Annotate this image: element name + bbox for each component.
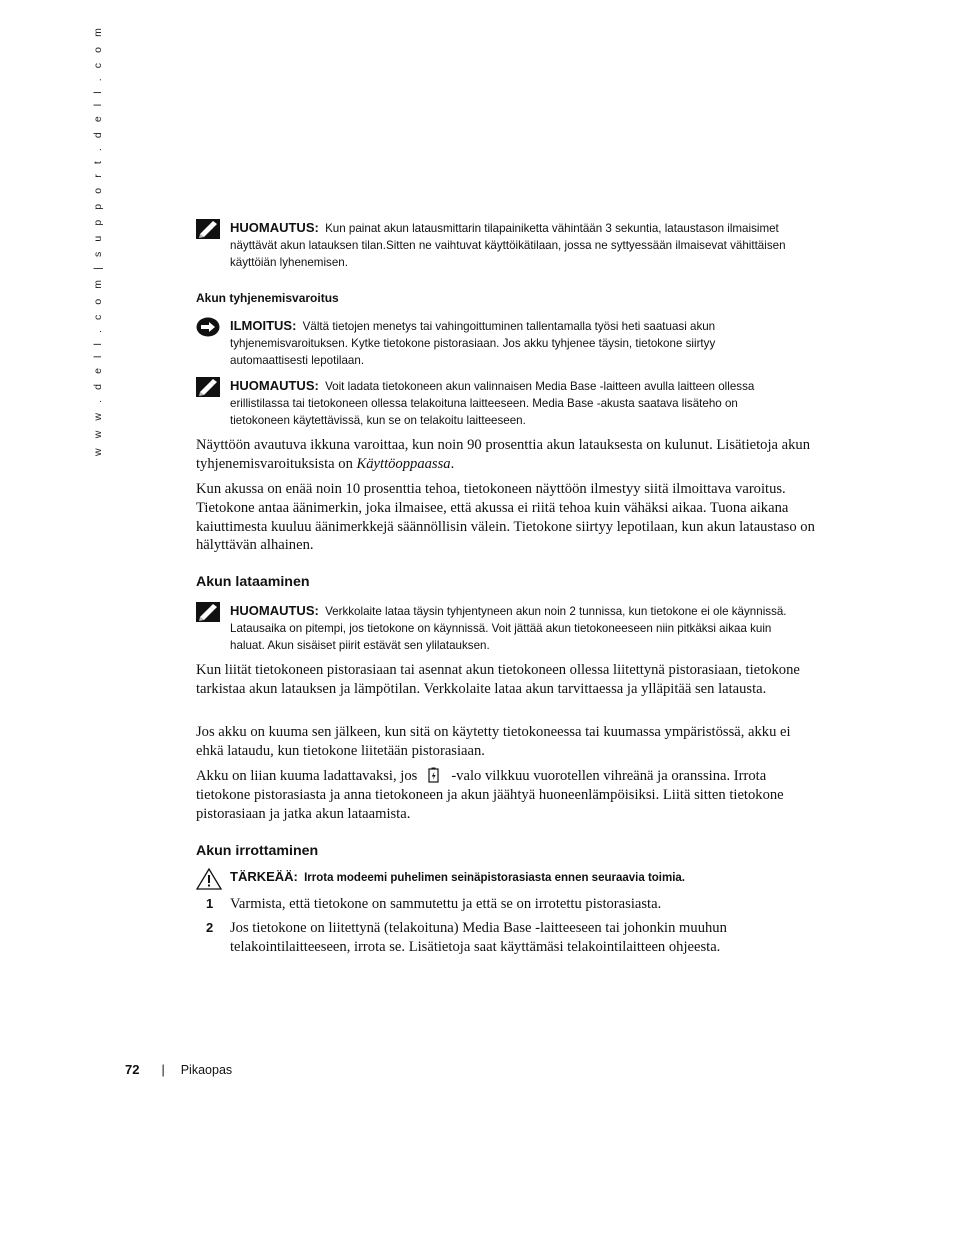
caution — [196, 868, 796, 887]
step-1 — [196, 895, 816, 914]
page-footer — [125, 1062, 232, 1077]
note-label: HUOMAUTUS: — [230, 378, 319, 393]
caution-text: Irrota modeemi puhelimen seinäpistorasiasta ennen seuraavia toimia. — [304, 872, 686, 884]
note-3 — [196, 602, 796, 655]
footer-separator: | — [161, 1063, 165, 1077]
pencil-note-icon — [196, 219, 222, 241]
removing-heading: Akun irrottaminen — [196, 843, 319, 859]
page-number: 72 — [125, 1062, 140, 1077]
notice-1 — [196, 317, 796, 370]
paragraph-1 — [196, 436, 816, 474]
battery-warning-heading: Akun tyhjenemisvaroitus — [196, 291, 339, 305]
paragraph-5-after: -valo vilkkuu vuorotellen vihreänä ja oranssina. Irrota tietokone pistorasiasta ja anna tietokoneen ja akun jäähtyä huoneenlämpöisiksi. Liitä sitten tietokone pistorasiaan ja jatka akun lataamista. — [196, 768, 784, 822]
paragraph-2: Kun akussa on enää noin 10 prosenttia tehoa, tietokoneen näyttöön ilmestyy siitä ilmoittava varoitus. Tietokone antaa äänimerkin, joka ilmaisee, että akussa ei riitä tehoa kuin vähäksi aikaa. Tuona aikana kaiuttimesta kuuluu äänimerkkejä säännöllisin välein. Tietokone siirtyy lepotilaan, kun akun lataustaso on hälyttävän alhainen. — [196, 481, 815, 554]
note-text: Voit ladata tietokoneen akun valinnaisen Media Base -laitteen avulla laitteen ollessa erillistilassa tai tietokoneen ollessa telakoituna laitteeseen. Media Base -akusta saatava lisäteho on tietokoneen käytettävissä, kun se on telakoitu laitteeseen. — [230, 380, 755, 428]
side-url: w w w . d e l l . c o m | s u p p o r t . d e l l . c o m — [92, 24, 104, 456]
paragraph-1-end: . — [450, 455, 455, 472]
pencil-note-icon — [196, 377, 222, 399]
step-number: 2 — [206, 920, 214, 935]
notice-text: Vältä tietojen menetys tai vahingoittuminen tallentamalla työsi heti saatuasi akun tyhjenemisvaroituksen. Kytke tietokone pistorasiaan. Jos akku tyhjenee täysin, tietokone siirtyy automaattisesti lepotilaan. — [230, 320, 716, 368]
paragraph-5 — [196, 767, 816, 823]
step-2 — [196, 919, 816, 957]
paragraph-1-text: Näyttöön avautuva ikkuna varoittaa, kun noin 90 prosenttia akun latauksesta on kulunut. Lisätietoja akun tyhjenemisvaroituksista on — [196, 437, 811, 472]
notice-arrow-icon — [196, 317, 222, 339]
notice-label: ILMOITUS: — [230, 318, 297, 333]
step-number: 1 — [206, 896, 214, 911]
warning-triangle-icon — [196, 868, 222, 890]
paragraph-4: Jos akku on kuuma sen jälkeen, kun sitä on käytetty tietokoneessa tai kuumassa ympäristössä, akku ei ehkä lataudu, kun tietokone liitetään pistorasiaan. — [196, 724, 791, 759]
pencil-note-icon — [196, 602, 222, 624]
paragraph-5-before: Akku on liian kuuma ladattavaksi, jos — [196, 768, 418, 784]
note-text: Verkkolaite lataa täysin tyhjentyneen akun noin 2 tunnissa, kun tietokone ei ole käynnissä. Latausaika on pitempi, jos tietokone on käynnissä. Voit jättää akun tietokoneeseen niin pitkäksi aikaa kuin haluat. Akun sisäiset piirit estävät sen ylilatauksen. — [230, 605, 787, 653]
charging-heading: Akun lataaminen — [196, 574, 310, 590]
battery-status-icon — [421, 767, 447, 783]
step-text: Jos tietokone on liitettynä (telakoituna) Media Base -laitteeseen tai johonkin muuhun telakointilaitteeseen, irrota se. Lisätietoja saat käyttämäsi telakointilaitteen ohjeesta. — [230, 920, 727, 955]
note-2 — [196, 377, 796, 430]
footer-title: Pikaopas — [180, 1063, 233, 1077]
step-text: Varmista, että tietokone on sammutettu ja että se on irrotettu pistorasiasta. — [230, 896, 662, 912]
paragraph-3: Kun liität tietokoneen pistorasiaan tai asennat akun tietokoneen ollessa liitettynä pistorasiaan, tietokone tarkistaa akun latauksen ja lämpötilan. Verkkolaite lataa akun tarvittaessa ja ylläpitää sen latausta. — [196, 662, 800, 697]
note-text: Kun painat akun latausmittarin tilapainiketta vähintään 3 sekuntia, lataustason ilmaisimet näyttävät akun latauksen tilan.Sitten ne vaihtuvat käyttöikätilaan, jossa ne syttyessään ilmaisevat vähittäisen käyttöiän lyhenemisen. — [230, 222, 786, 270]
note-label: HUOMAUTUS: — [230, 220, 319, 235]
caution-label: TÄRKEÄÄ: — [230, 869, 298, 884]
note-1 — [196, 219, 796, 272]
manual-title: Käyttöoppaassa — [356, 455, 451, 472]
note-label: HUOMAUTUS: — [230, 603, 319, 618]
